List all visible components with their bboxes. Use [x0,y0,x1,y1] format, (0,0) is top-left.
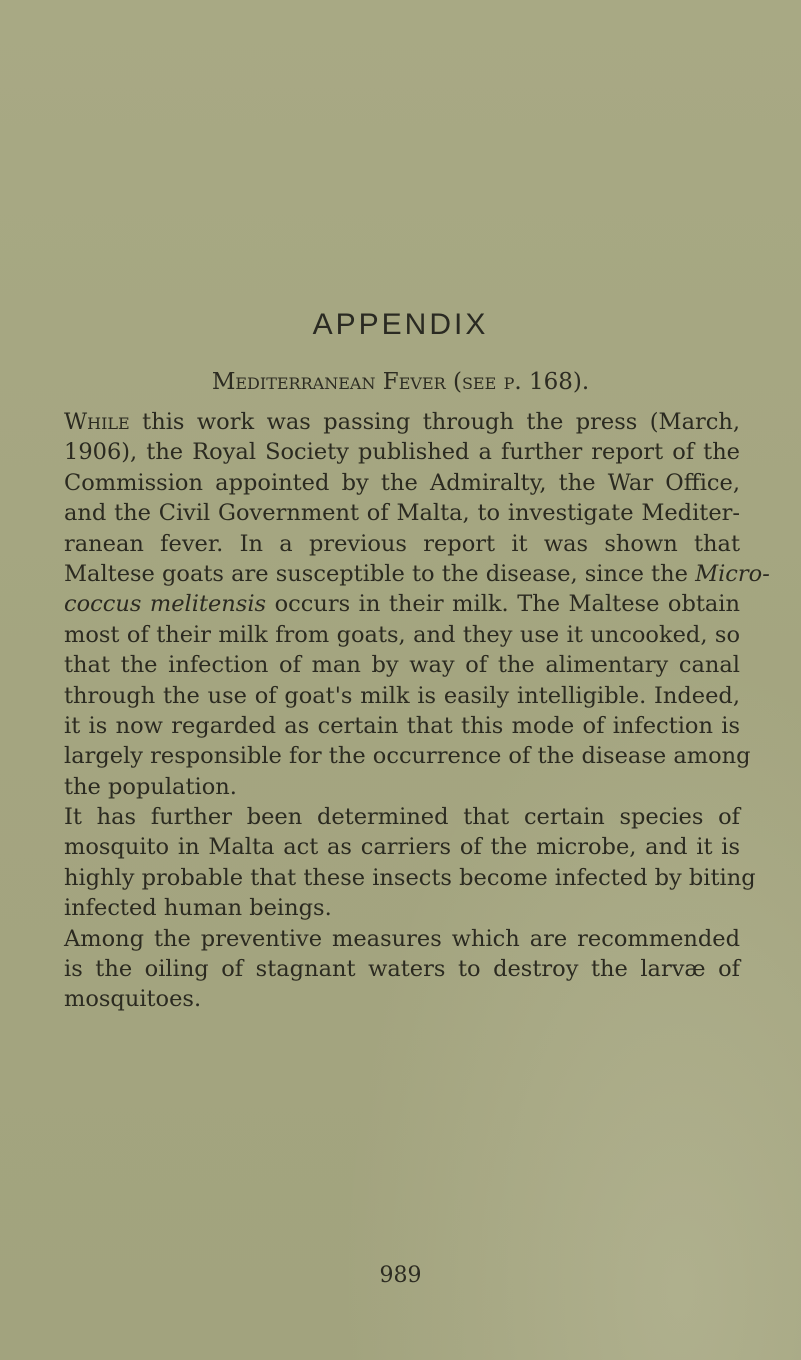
text-line: Maltese goats are susceptible to the disease, since the Micro- [64,560,770,587]
species-name-part-1: Micro- [695,560,770,587]
text-line: infected human beings. [64,895,332,922]
lead-word: While [64,409,130,435]
text-line: Commission appointed by the Admiralty, the War Office, [64,469,740,496]
text-line: mosquitoes. [64,986,202,1013]
text-line: 1906), the Royal Society published a further report of the [64,439,740,466]
text-line: most of their milk from goats, and they use it uncooked, so [64,621,740,648]
text-line: and the Civil Government of Malta, to investigate Mediter- [64,500,740,527]
section-subheading: Mediterranean Fever (see p. 168). [211,369,590,395]
text-line: highly probable that these insects become infected by biting [64,864,756,891]
text-line: ranean fever. In a previous report it was shown that [64,530,740,557]
text-line: through the use of goat's milk is easily intelligible. Indeed, [64,682,740,709]
page-number: 989 [379,1263,422,1288]
text-line: the population. [64,773,237,800]
text-line: While this work was passing through the press (March, [64,409,740,435]
text-line: coccus melitensis occurs in their milk. The Maltese obtain [64,591,740,618]
text-line: Among the preventive measures which are recommended [64,925,740,952]
text-line: that the infection of man by way of the alimentary canal [64,652,740,679]
species-name-part-2: coccus melitensis [64,591,267,618]
text-line: it is now regarded as certain that this mode of infection is [64,712,740,739]
text-line: is the oiling of stagnant waters to destroy the larvæ of [64,956,740,983]
body-text [64,407,770,1015]
appendix-heading: APPENDIX [312,308,489,341]
text-line: It has further been determined that certain species of [64,804,740,831]
text-line: largely responsible for the occurrence of the disease among [64,743,751,770]
text-line: mosquito in Malta act as carriers of the microbe, and it is [64,834,740,861]
